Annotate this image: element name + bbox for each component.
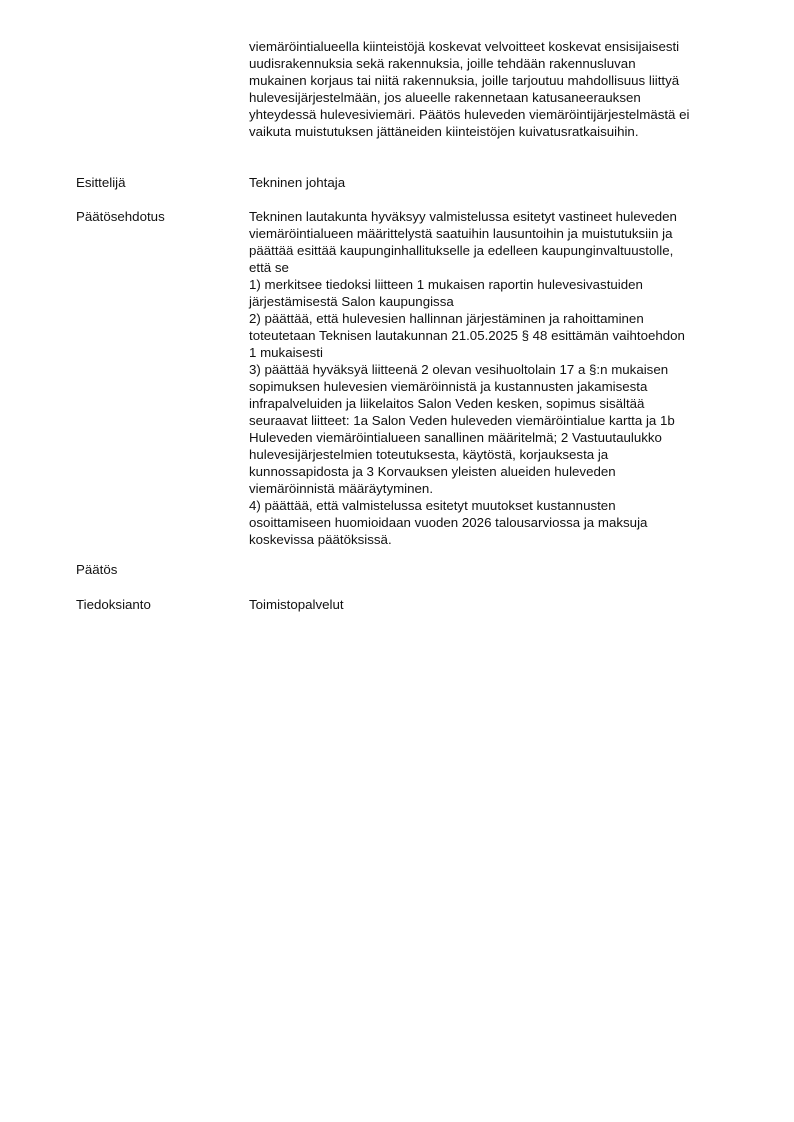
- proposal-line: järjestämisestä Salon kaupungissa: [249, 294, 454, 309]
- proposal-line: hulevesijärjestelmien toteutuksesta, käytöstä, korjauksesta ja: [249, 447, 609, 462]
- intro-line: mukainen korjaus tai niitä rakennuksia, joille tarjoutuu mahdollisuus liittyä: [249, 73, 680, 88]
- intro-line: hulevesijärjestelmään, jos alueelle rakennetaan katusaneerauksen: [249, 90, 641, 105]
- proposal-line: 4) päättää, että valmistelussa esitetyt muutokset kustannusten: [249, 498, 616, 513]
- proposal-line: koskevissa päätöksissä.: [249, 532, 392, 547]
- intro-line: viemäröintialueella kiinteistöjä koskevat velvoitteet koskevat ensisijaisesti: [249, 39, 680, 54]
- proposal-line: viemäröintialueen määrittelystä saatuihin lausuntoihin ja muistutuksiin ja: [249, 226, 673, 241]
- intro-line: uudisrakennuksia sekä rakennuksia, joille tehdään rakennusluvan: [249, 56, 636, 71]
- distribution-value: Toimistopalvelut: [249, 597, 344, 612]
- proposal-line: Huleveden viemäröintialueen sanallinen määritelmä; 2 Vastuutaulukko: [249, 430, 662, 445]
- proposal-line: 2) päättää, että hulevesien hallinnan järjestäminen ja rahoittaminen: [249, 311, 644, 326]
- intro-line: vaikuta muistutuksen jättäneiden kiinteistöjen kuivatusratkaisuihin.: [249, 124, 639, 139]
- proposal-line: Tekninen lautakunta hyväksyy valmistelussa esitetyt vastineet huleveden: [249, 209, 677, 224]
- proposal-label: Päätösehdotus: [76, 209, 165, 224]
- proposal-line: päättää esittää kaupunginhallitukselle ja edelleen kaupunginvaltuustolle,: [249, 243, 674, 258]
- proposal-line: seuraavat liitteet: 1a Salon Veden huleveden viemäröintialue kartta ja 1b: [249, 413, 675, 428]
- proposal-line: kunnossapidosta ja 3 Korvauksen yleisten alueiden huleveden: [249, 464, 616, 479]
- proposal-text: [249, 208, 744, 548]
- proposal-line: 1 mukaisesti: [249, 345, 323, 360]
- decision-label: Päätös: [76, 562, 118, 577]
- presenter-label: Esittelijä: [76, 175, 126, 190]
- intro-line: yhteydessä hulevesiviemäri. Päätös huleveden viemäröintijärjestelmästä ei: [249, 107, 690, 122]
- proposal-line: 3) päättää hyväksyä liitteenä 2 olevan vesihuoltolain 17 a §:n mukaisen: [249, 362, 669, 377]
- proposal-line: viemäröinnistä määräytyminen.: [249, 481, 434, 496]
- distribution-label: Tiedoksianto: [76, 597, 151, 612]
- proposal-line: 1) merkitsee tiedoksi liitteen 1 mukaisen raportin hulevesivastuiden: [249, 277, 643, 292]
- intro-paragraph: [249, 38, 744, 140]
- proposal-line: sopimuksen hulevesien viemäröinnistä ja kustannusten jakamisesta: [249, 379, 648, 394]
- proposal-line: infrapalveluiden ja liikelaitos Salon Veden kesken, sopimus sisältää: [249, 396, 645, 411]
- proposal-line: että se: [249, 260, 289, 275]
- presenter-value: Tekninen johtaja: [249, 175, 346, 190]
- proposal-line: toteutetaan Teknisen lautakunnan 21.05.2025 § 48 esittämän vaihtoehdon: [249, 328, 685, 343]
- proposal-line: osoittamiseen huomioidaan vuoden 2026 talousarviossa ja maksuja: [249, 515, 648, 530]
